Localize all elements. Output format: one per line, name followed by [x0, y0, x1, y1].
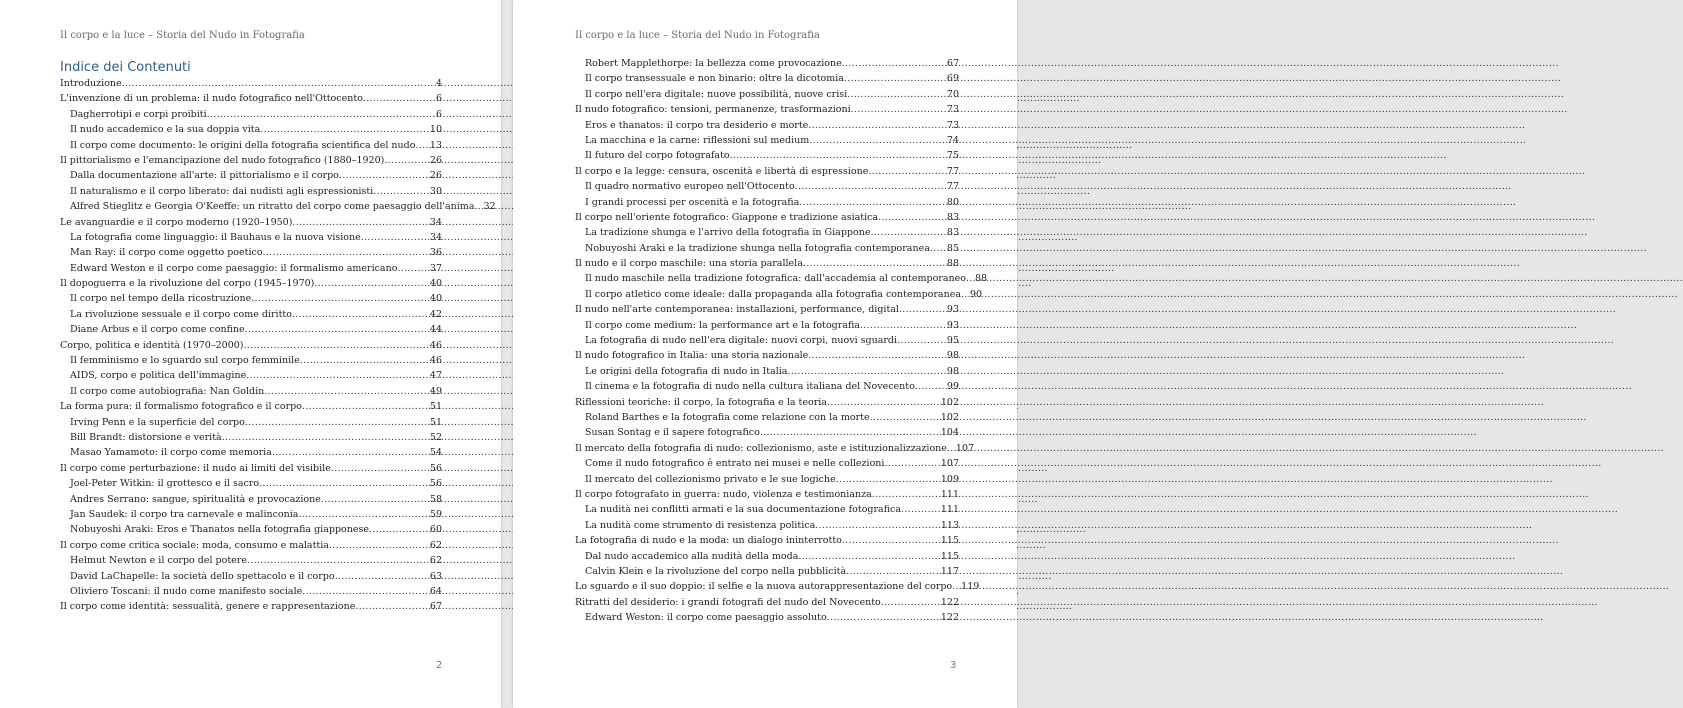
toc-page-number: 122	[940, 596, 959, 608]
toc-entry-title: La fotografia di nudo e la moda: un dialogo ininterrotto	[575, 535, 842, 547]
toc-page-number: 52	[429, 431, 442, 443]
toc-entry-title: Il dopoguerra e la rivoluzione del corpo (1945–1970)	[60, 278, 315, 290]
dot-leader	[245, 322, 429, 337]
dot-leader	[847, 87, 946, 102]
dot-leader	[373, 184, 429, 199]
toc-entry[interactable]	[575, 533, 959, 548]
toc-page-number: 80	[946, 196, 959, 208]
toc-entry-title: Masao Yamamoto: il corpo come memoria	[70, 447, 272, 459]
toc-subentry[interactable]	[575, 271, 988, 286]
toc-subentry[interactable]	[60, 291, 442, 306]
toc-subentry[interactable]	[575, 225, 959, 240]
toc-entry[interactable]	[575, 595, 959, 610]
toc-page-number: 104	[940, 427, 959, 439]
dot-leader	[264, 384, 429, 399]
toc-entry-title: Il corpo fotografato in guerra: nudo, violenza e testimonianza	[575, 488, 872, 500]
dot-leader	[260, 122, 429, 137]
toc-page-number: 111	[940, 488, 959, 500]
toc-page-number: 83	[946, 227, 959, 239]
toc-entry-title: Il mercato del collezionismo privato e le sue logiche	[585, 473, 836, 485]
toc-entry-title: Corpo, politica e identità (1970–2000)	[60, 339, 244, 351]
toc-heading: Indice dei Contenuti	[60, 60, 191, 75]
toc-entry-title: Il naturalismo e il corpo liberato: dai nudisti agli espressionisti	[70, 185, 374, 197]
dot-leader	[363, 91, 435, 106]
page-number: 2	[436, 660, 443, 671]
toc-entry-title: La fotografia di nudo nell'era digitale: nuovi corpi, nuovi sguardi	[585, 335, 898, 347]
toc-entry-title: Il corpo come perturbazione: il nudo ai limiti del visibile	[60, 462, 331, 474]
toc-subentry[interactable]	[575, 425, 959, 440]
toc-subentry[interactable]	[60, 138, 442, 153]
toc-page-number: 88	[974, 273, 988, 285]
toc-page-number: 6	[435, 93, 442, 105]
toc-entry[interactable]	[60, 538, 442, 553]
toc-entry[interactable]	[575, 302, 959, 317]
toc-entry-title: Il corpo come medium: la performance art e la fotografia	[585, 319, 860, 331]
toc-page-number: 44	[429, 324, 442, 336]
toc-page-number: 47	[429, 370, 442, 382]
toc-subentry[interactable]	[575, 549, 959, 564]
dot-leader	[331, 461, 429, 476]
toc-page-number: 93	[946, 319, 959, 331]
toc-subentry[interactable]	[575, 87, 959, 102]
toc-subentry[interactable]	[575, 502, 959, 517]
toc-page-number: 95	[946, 335, 959, 347]
toc-page-number: 13	[429, 139, 442, 151]
toc-page-number: 59	[429, 508, 442, 520]
dot-leader	[952, 579, 960, 594]
toc-page-number: 56	[429, 462, 442, 474]
toc-entry-title: Robert Mapplethorpe: la bellezza come provocazione	[585, 58, 842, 69]
dot-leader	[355, 599, 429, 614]
toc-entry-title: Il corpo come critica sociale: moda, consumo e malattia	[60, 539, 329, 551]
toc-entry-title: Roland Barthes e la fotografia come relazione con la morte	[585, 411, 870, 423]
dot-leader	[844, 71, 946, 86]
toc-entry-title: Jan Saudek: il corpo tra carnevale e malinconia	[70, 508, 299, 520]
dot-leader	[730, 148, 946, 163]
toc-page-number: 109	[940, 473, 959, 485]
dot-leader	[901, 502, 940, 517]
toc-subentry[interactable]	[60, 184, 442, 199]
toc-entry-title: Il mercato della fotografia di nudo: collezionismo, aste e istituzionalizzazione	[575, 442, 947, 454]
toc-entry-title: Introduzione	[60, 78, 122, 89]
toc-page-number: 42	[429, 308, 442, 320]
dot-leader	[384, 153, 429, 168]
toc-entry-title: Andres Serrano: sangue, spiritualità e provocazione	[70, 493, 321, 505]
toc-page-number: 63	[429, 570, 442, 582]
running-header: Il corpo e la luce – Storia del Nudo in Fotografia	[575, 30, 820, 41]
toc-entry-title: Il corpo come documento: le origini della fotografia scientifica del nudo	[70, 139, 416, 151]
toc-entry-title: Bill Brandt: distorsione e verità	[70, 431, 222, 443]
toc-entry-title: Il nudo fotografico: tensioni, permanenze, trasformazioni	[575, 104, 851, 116]
toc-page-number: 60	[429, 524, 442, 536]
toc-entry-title: Dal nudo accademico alla nudità della moda	[585, 550, 799, 562]
toc-entry[interactable]	[60, 338, 442, 353]
dot-leader	[846, 564, 940, 579]
toc-entry[interactable]	[60, 215, 442, 230]
toc-entry[interactable]	[60, 153, 442, 168]
dot-leader	[872, 487, 940, 502]
toc-page-number: 46	[429, 339, 442, 351]
toc-entry-title: Il quadro normativo europeo nell'Ottocento	[585, 181, 795, 193]
running-header: Il corpo e la luce – Storia del Nudo in Fotografia	[60, 30, 305, 41]
dot-leader	[809, 133, 946, 148]
toc-subentry[interactable]	[60, 569, 442, 584]
toc-entry-title: Man Ray: il corpo come oggetto poetico	[70, 247, 263, 259]
toc-page-number: 34	[429, 216, 442, 228]
toc-entry-title: Il nudo accademico e la sua doppia vita	[70, 124, 261, 136]
toc-subentry[interactable]	[575, 148, 959, 163]
dot-leader	[247, 553, 429, 568]
toc-page-number: 67	[429, 601, 442, 613]
toc-page-number: 36	[429, 247, 442, 259]
dot-leader	[842, 56, 946, 71]
toc-page-number: 98	[946, 350, 959, 362]
toc-page-number: 4	[435, 78, 442, 89]
toc-entry[interactable]	[575, 348, 959, 363]
toc-subentry[interactable]	[60, 384, 442, 399]
toc-entry-title: L'invenzione di un problema: il nudo fotografico nell'Ottocento	[60, 93, 363, 105]
toc-entry-title: Il corpo come autobiografia: Nan Goldin	[70, 385, 265, 397]
toc-subentry[interactable]	[60, 199, 496, 214]
dot-leader	[870, 225, 945, 240]
dot-leader	[915, 379, 946, 394]
dot-leader	[868, 164, 946, 179]
toc-entry[interactable]	[60, 461, 442, 476]
toc-subentry[interactable]	[575, 133, 959, 148]
toc-page-number: 113	[940, 519, 959, 531]
toc-subentry[interactable]	[575, 118, 959, 133]
dot-leader	[799, 195, 946, 210]
toc-entry-title: Il corpo transessuale e non binario: oltre la dicotomia	[585, 73, 844, 85]
toc-subentry[interactable]	[60, 415, 442, 430]
toc-page-number: 115	[940, 550, 959, 562]
dot-leader	[361, 230, 429, 245]
toc-subentry[interactable]	[575, 241, 959, 256]
toc-entry-title: La tradizione shunga e l'arrivo della fotografia in Giappone	[585, 227, 871, 239]
toc-entry-title: La macchina e la carne: riflessioni sul medium	[585, 134, 810, 146]
toc-page-number: 98	[946, 365, 959, 377]
dot-leader	[251, 291, 429, 306]
toc-entry-title: Alfred Stieglitz e Georgia O'Keeffe: un ritratto del corpo come paesaggio dell'anima	[70, 201, 475, 213]
toc-entry-title: Nobuyoshi Araki: Eros e Thanatos nella fotografia giapponese	[70, 524, 369, 536]
toc-page-number: 56	[429, 478, 442, 490]
toc-subentry[interactable]	[60, 522, 442, 537]
toc-page-number: 54	[429, 447, 442, 459]
toc-subentry[interactable]	[60, 353, 442, 368]
toc-subentry[interactable]	[60, 430, 442, 445]
dot-leader	[243, 338, 428, 353]
toc-entry-title: Il corpo nell'era digitale: nuove possibilità, nuove crisi	[585, 88, 848, 100]
dot-leader	[259, 476, 429, 491]
toc-entry-title: Il corpo nel tempo della ricostruzione	[70, 293, 252, 305]
toc-entry-title: I grandi processi per oscenità e la fotografia	[585, 196, 800, 208]
toc-page-number: 107	[940, 458, 959, 470]
toc-entry-title: Le origini della fotografia di nudo in Italia	[585, 365, 788, 377]
toc-list	[575, 56, 988, 625]
toc-page-number: 77	[946, 165, 959, 177]
toc-page-number: 62	[429, 539, 442, 551]
dot-leader	[966, 271, 974, 286]
toc-entry-title: Il corpo nell'oriente fotografico: Giappone e tradizione asiatica	[575, 211, 879, 223]
toc-page-number: 90	[970, 288, 983, 300]
toc-page-number: 26	[429, 154, 442, 166]
toc-page-number: 122	[940, 612, 959, 624]
toc-subentry[interactable]	[60, 445, 442, 460]
toc-entry-title: La nudità nei conflitti armati e la sua documentazione fotografica	[585, 504, 902, 516]
toc-entry[interactable]	[60, 276, 442, 291]
toc-page-number: 111	[940, 504, 959, 516]
toc-subentry[interactable]	[60, 507, 442, 522]
dot-leader	[207, 107, 435, 122]
toc-entry-title: Irving Penn e la superficie del corpo	[70, 416, 245, 428]
toc-entry-title: La rivoluzione sessuale e il corpo come diritto	[70, 308, 292, 320]
toc-page-number: 51	[429, 401, 442, 413]
dot-leader	[292, 307, 429, 322]
dot-leader	[827, 395, 940, 410]
toc-page-number: 34	[429, 231, 442, 243]
toc-entry[interactable]	[60, 76, 442, 91]
toc-page-number: 67	[946, 58, 959, 69]
toc-entry-title: Edward Weston: il corpo come paesaggio assoluto	[585, 612, 827, 624]
dot-leader	[246, 368, 429, 383]
dot-leader	[369, 522, 429, 537]
dot-leader	[803, 256, 946, 271]
dot-leader	[808, 118, 946, 133]
toc-page-number: 88	[946, 258, 959, 270]
toc-subentry[interactable]	[60, 584, 442, 599]
dot-leader	[961, 287, 969, 302]
dot-leader	[245, 415, 429, 430]
toc-entry[interactable]	[575, 164, 959, 179]
dot-leader	[947, 441, 955, 456]
toc-subentry[interactable]	[60, 476, 442, 491]
dot-leader	[222, 430, 429, 445]
toc-subentry[interactable]	[60, 368, 442, 383]
toc-entry-title: Il corpo e la legge: censura, oscenità e libertà di espressione	[575, 165, 869, 177]
toc-subentry[interactable]	[575, 410, 959, 425]
toc-page-number: 30	[429, 185, 442, 197]
toc-entry-title: Il nudo fotografico in Italia: una storia nazionale	[575, 350, 809, 362]
toc-list	[60, 76, 496, 615]
toc-entry[interactable]	[575, 210, 959, 225]
toc-page-number: 58	[429, 493, 442, 505]
toc-page-number: 10	[429, 124, 442, 136]
dot-leader	[292, 215, 428, 230]
dot-leader	[263, 245, 429, 260]
toc-subentry[interactable]	[60, 122, 442, 137]
toc-entry-title: Il nudo e il corpo maschile: una storia parallela	[575, 258, 803, 270]
toc-entry-title: David LaChapelle: la società dello spettacolo e il corpo	[70, 570, 335, 582]
dot-leader	[302, 399, 429, 414]
toc-subentry[interactable]	[575, 56, 959, 71]
toc-page-number: 73	[946, 119, 959, 131]
toc-entry-title: Edward Weston e il corpo come paesaggio: il formalismo americano	[70, 262, 398, 274]
dot-leader	[899, 302, 946, 317]
toc-subentry[interactable]	[60, 307, 442, 322]
toc-entry-title: Le avanguardie e il corpo moderno (1920–1950)	[60, 216, 293, 228]
toc-page-number: 75	[946, 150, 959, 162]
toc-entry[interactable]	[575, 441, 975, 456]
toc-entry-title: Eros e thanatos: il corpo tra desiderio e morte	[585, 119, 809, 131]
dot-leader	[878, 210, 946, 225]
toc-page-number: 83	[946, 211, 959, 223]
toc-subentry[interactable]	[575, 364, 959, 379]
toc-entry-title: Il cinema e la fotografia di nudo nella cultura italiana del Novecento	[585, 381, 915, 393]
dot-leader	[827, 610, 940, 625]
toc-page-number: 119	[961, 581, 980, 593]
dot-leader	[787, 364, 945, 379]
dot-leader	[321, 492, 429, 507]
toc-entry-title: Calvin Klein e la rivoluzione del corpo nella pubblicità	[585, 565, 847, 577]
toc-subentry[interactable]	[60, 245, 442, 260]
toc-entry-title: Il pittorialismo e l'emancipazione del nudo fotografico (1880–1920)	[60, 154, 385, 166]
toc-subentry[interactable]	[60, 168, 442, 183]
toc-entry-title: Lo sguardo e il suo doppio: il selfie e la nuova autorappresentazione del corpo	[575, 581, 953, 593]
document-page-left	[0, 0, 501, 708]
toc-page-number: 69	[946, 73, 959, 85]
dot-leader	[272, 445, 429, 460]
dot-leader	[798, 549, 939, 564]
toc-entry-title: AIDS, corpo e politica dell'immagine	[70, 370, 247, 382]
dot-leader	[298, 507, 428, 522]
toc-subentry[interactable]	[575, 472, 959, 487]
toc-subentry[interactable]	[575, 518, 959, 533]
dot-leader	[860, 318, 946, 333]
dot-leader	[335, 569, 429, 584]
toc-entry-title: Il femminismo e lo sguardo sul corpo femminile	[70, 355, 300, 367]
toc-subentry[interactable]	[575, 71, 959, 86]
toc-page-number: 49	[429, 385, 442, 397]
toc-entry-title: La fotografia come linguaggio: il Bauhaus e la nuova visione	[70, 231, 361, 243]
toc-subentry[interactable]	[60, 492, 442, 507]
toc-entry[interactable]	[60, 599, 442, 614]
toc-page-number: 40	[429, 293, 442, 305]
dot-leader	[329, 538, 429, 553]
toc-entry[interactable]	[575, 102, 959, 117]
toc-subentry[interactable]	[575, 287, 983, 302]
toc-page-number: 32	[483, 201, 496, 213]
dot-leader	[314, 276, 429, 291]
dot-leader	[300, 353, 429, 368]
toc-subentry[interactable]	[60, 261, 442, 276]
toc-page-number: 40	[429, 278, 442, 290]
dot-leader	[881, 595, 940, 610]
dot-leader	[851, 102, 946, 117]
toc-subentry[interactable]	[575, 179, 959, 194]
toc-page-number: 62	[429, 555, 442, 567]
toc-entry-title: Ritratti del desiderio: i grandi fotografi del nudo del Novecento	[575, 596, 881, 608]
dot-leader	[795, 179, 946, 194]
toc-entry[interactable]	[60, 399, 442, 414]
toc-subentry[interactable]	[575, 564, 959, 579]
toc-subentry[interactable]	[575, 610, 959, 625]
toc-subentry[interactable]	[60, 107, 442, 122]
toc-entry[interactable]	[575, 256, 959, 271]
toc-page-number: 46	[429, 355, 442, 367]
dot-leader	[884, 456, 939, 471]
toc-entry-title: Joel-Peter Witkin: il grottesco e il sacro	[70, 478, 260, 490]
toc-entry-title: Nobuyoshi Araki e la tradizione shunga nella fotografia contemporanea	[585, 242, 930, 254]
dot-leader	[930, 241, 946, 256]
toc-subentry[interactable]	[60, 230, 442, 245]
toc-page-number: 73	[946, 104, 959, 116]
dot-leader	[870, 410, 940, 425]
document-page-right	[513, 0, 1017, 708]
toc-page-number: 26	[429, 170, 442, 182]
dot-leader	[897, 333, 946, 348]
toc-entry[interactable]	[60, 91, 442, 106]
toc-page-number: 70	[946, 88, 959, 100]
page-number: 3	[950, 660, 957, 671]
dot-leader	[815, 518, 940, 533]
toc-entry-title: Il corpo come identità: sessualità, genere e rappresentazione	[60, 601, 356, 613]
toc-subentry[interactable]	[575, 318, 959, 333]
dot-leader	[302, 584, 429, 599]
toc-page-number: 99	[946, 381, 959, 393]
dot-leader	[415, 138, 428, 153]
toc-page-number: 102	[940, 396, 959, 408]
toc-page-number: 102	[940, 411, 959, 423]
toc-subentry[interactable]	[575, 456, 959, 471]
toc-page-number: 115	[940, 535, 959, 547]
toc-page-number: 93	[946, 304, 959, 316]
toc-page-number: 117	[940, 565, 959, 577]
toc-entry-title: Helmut Newton e il corpo del potere	[70, 555, 247, 567]
toc-entry-title: Susan Sontag e il sapere fotografico	[585, 427, 760, 439]
dot-leader	[836, 472, 940, 487]
dot-leader	[474, 199, 482, 214]
toc-entry-title: Il nudo maschile nella tradizione fotografica: dall'accademia al contemporaneo	[585, 273, 966, 285]
toc-page-number: 51	[429, 416, 442, 428]
dot-leader	[842, 533, 940, 548]
toc-entry-title: La nudità come strumento di resistenza politica	[585, 519, 816, 531]
toc-entry-title: Il nudo nell'arte contemporanea: installazioni, performance, digital	[575, 304, 899, 316]
toc-page-number: 37	[429, 262, 442, 274]
toc-subentry[interactable]	[60, 553, 442, 568]
toc-entry-title: Dalla documentazione all'arte: il pittorialismo e il corpo	[70, 170, 339, 182]
toc-entry[interactable]	[575, 487, 959, 502]
toc-subentry[interactable]	[575, 333, 959, 348]
toc-entry-title: Diane Arbus e il corpo come confine	[70, 324, 245, 336]
dot-leader	[397, 261, 428, 276]
toc-entry-title: Il futuro del corpo fotografato	[585, 150, 730, 162]
toc-entry-title: La forma pura: il formalismo fotografico e il corpo	[60, 401, 302, 413]
toc-page-number: 85	[946, 242, 959, 254]
toc-entry[interactable]	[575, 579, 980, 594]
toc-entry-title: Come il nudo fotografico è entrato nei musei e nelle collezioni	[585, 458, 885, 470]
dot-leader	[760, 425, 940, 440]
toc-page-number: 77	[946, 181, 959, 193]
toc-entry-title: Riflessioni teoriche: il corpo, la fotografia e la teoria	[575, 396, 827, 408]
toc-entry-title: Oliviero Toscani: il nudo come manifesto sociale	[70, 585, 303, 597]
dot-leader	[339, 168, 429, 183]
toc-page-number: 6	[435, 108, 442, 120]
toc-page-number: 74	[946, 134, 959, 146]
dot-leader	[122, 76, 435, 91]
dot-leader	[808, 348, 946, 363]
toc-subentry[interactable]	[60, 322, 442, 337]
toc-entry-title: Dagherrotipi e corpi proibiti	[70, 108, 207, 120]
toc-page-number: 107	[955, 442, 975, 454]
toc-subentry[interactable]	[575, 195, 959, 210]
toc-entry-title: Il corpo atletico come ideale: dalla propaganda alla fotografia contemporanea	[585, 288, 961, 300]
toc-entry[interactable]	[575, 395, 959, 410]
toc-subentry[interactable]	[575, 379, 959, 394]
toc-page-number: 64	[429, 585, 442, 597]
